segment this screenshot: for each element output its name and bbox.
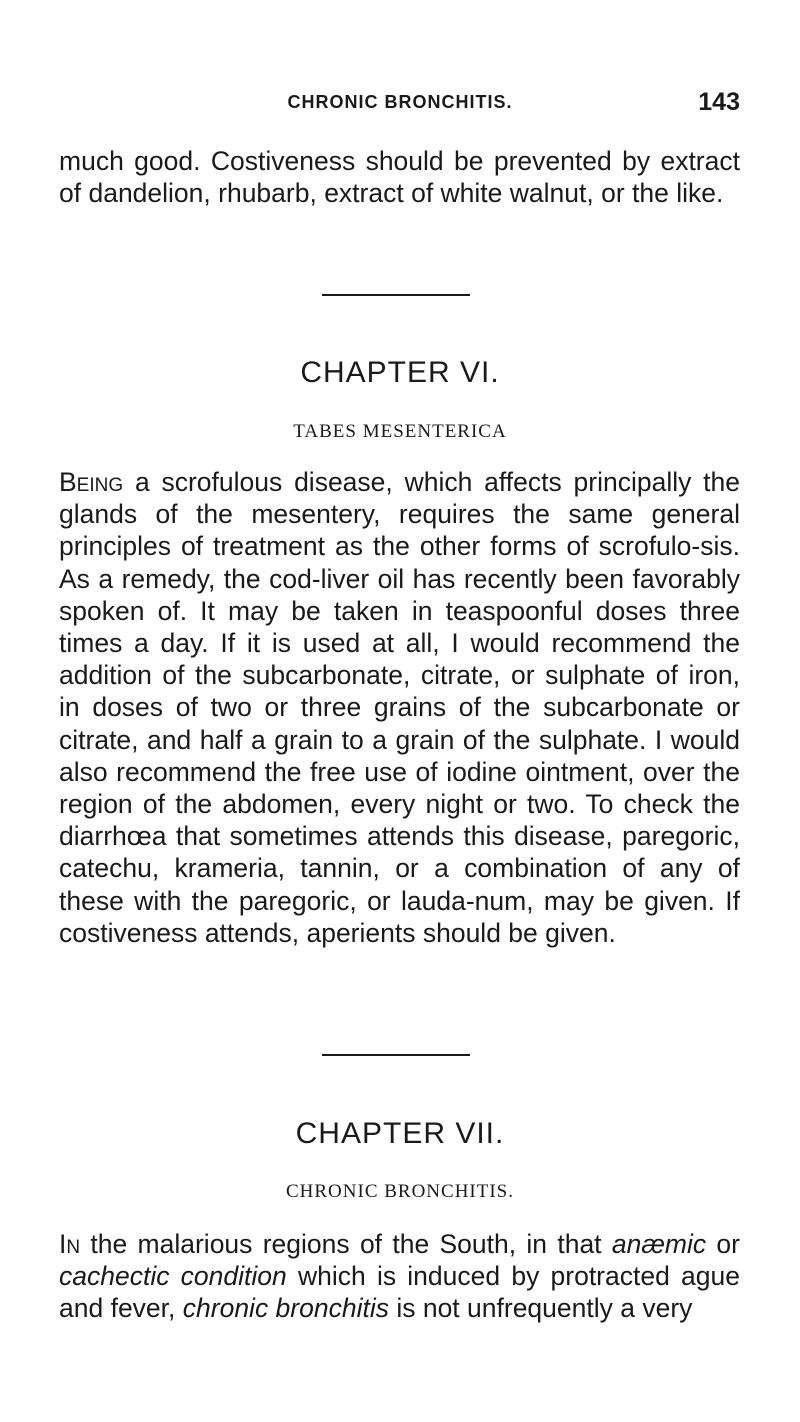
paragraph-text: the malarious regions of the South, in that — [80, 1229, 612, 1259]
chapter-paragraph — [59, 1228, 740, 1325]
continuation-paragraph: much good. Costiveness should be prevented by extract of dandelion, rhubarb, extract of white walnut, or the like. — [59, 146, 740, 209]
paragraph-text: or — [706, 1229, 740, 1259]
running-head-title: CHRONIC BRONCHITIS. — [287, 92, 513, 112]
chapter-subtitle: TABES MESENTERICA — [293, 421, 507, 442]
page-number: 143 — [698, 88, 740, 116]
chapter-paragraph — [59, 466, 740, 949]
section-divider — [322, 1054, 470, 1056]
italic-term: chronic bronchitis — [182, 1293, 389, 1324]
first-word: Being — [59, 467, 124, 497]
italic-term: anæmic — [611, 1229, 707, 1259]
paragraph-text: which is induced by protracted ague and fever, — [59, 1261, 741, 1324]
running-head — [60, 88, 740, 122]
chapter-subtitle: CHRONIC BRONCHITIS. — [285, 1181, 515, 1202]
paragraph-text: a scrofulous disease, which affects principally the glands of the mesentery, requires the same general principles of treatment as the other forms of scrofulo-sis. As a remedy, the cod-liver oil has recently been favorably spoken of. It may be taken in teaspoonful doses three times a day. If it is used at all, I would recommend the addition of the subcarbonate, citrate, or sulphate of iron, in doses of two or three grains of the subcarbonate or citrate, and half a grain to a grain of the sulphate. I would also recommend the free use of iodine ointment, over the region of the abdomen, every night or two. To check the diarrhœa that sometimes attends this disease, paregoric, catechu, krameria, tannin, or a combination of any of these with the paregoric, or lauda-num, may be given. If costiveness attends, aperients should be given. — [59, 467, 740, 948]
italic-term: cachectic condition — [59, 1261, 287, 1292]
chapter-heading: CHAPTER VII. — [295, 1117, 505, 1150]
chapter-heading: CHAPTER VI. — [300, 356, 500, 389]
first-word: In — [59, 1229, 81, 1259]
paragraph-text: is not unfrequently a very — [388, 1293, 693, 1324]
section-divider — [322, 294, 470, 296]
